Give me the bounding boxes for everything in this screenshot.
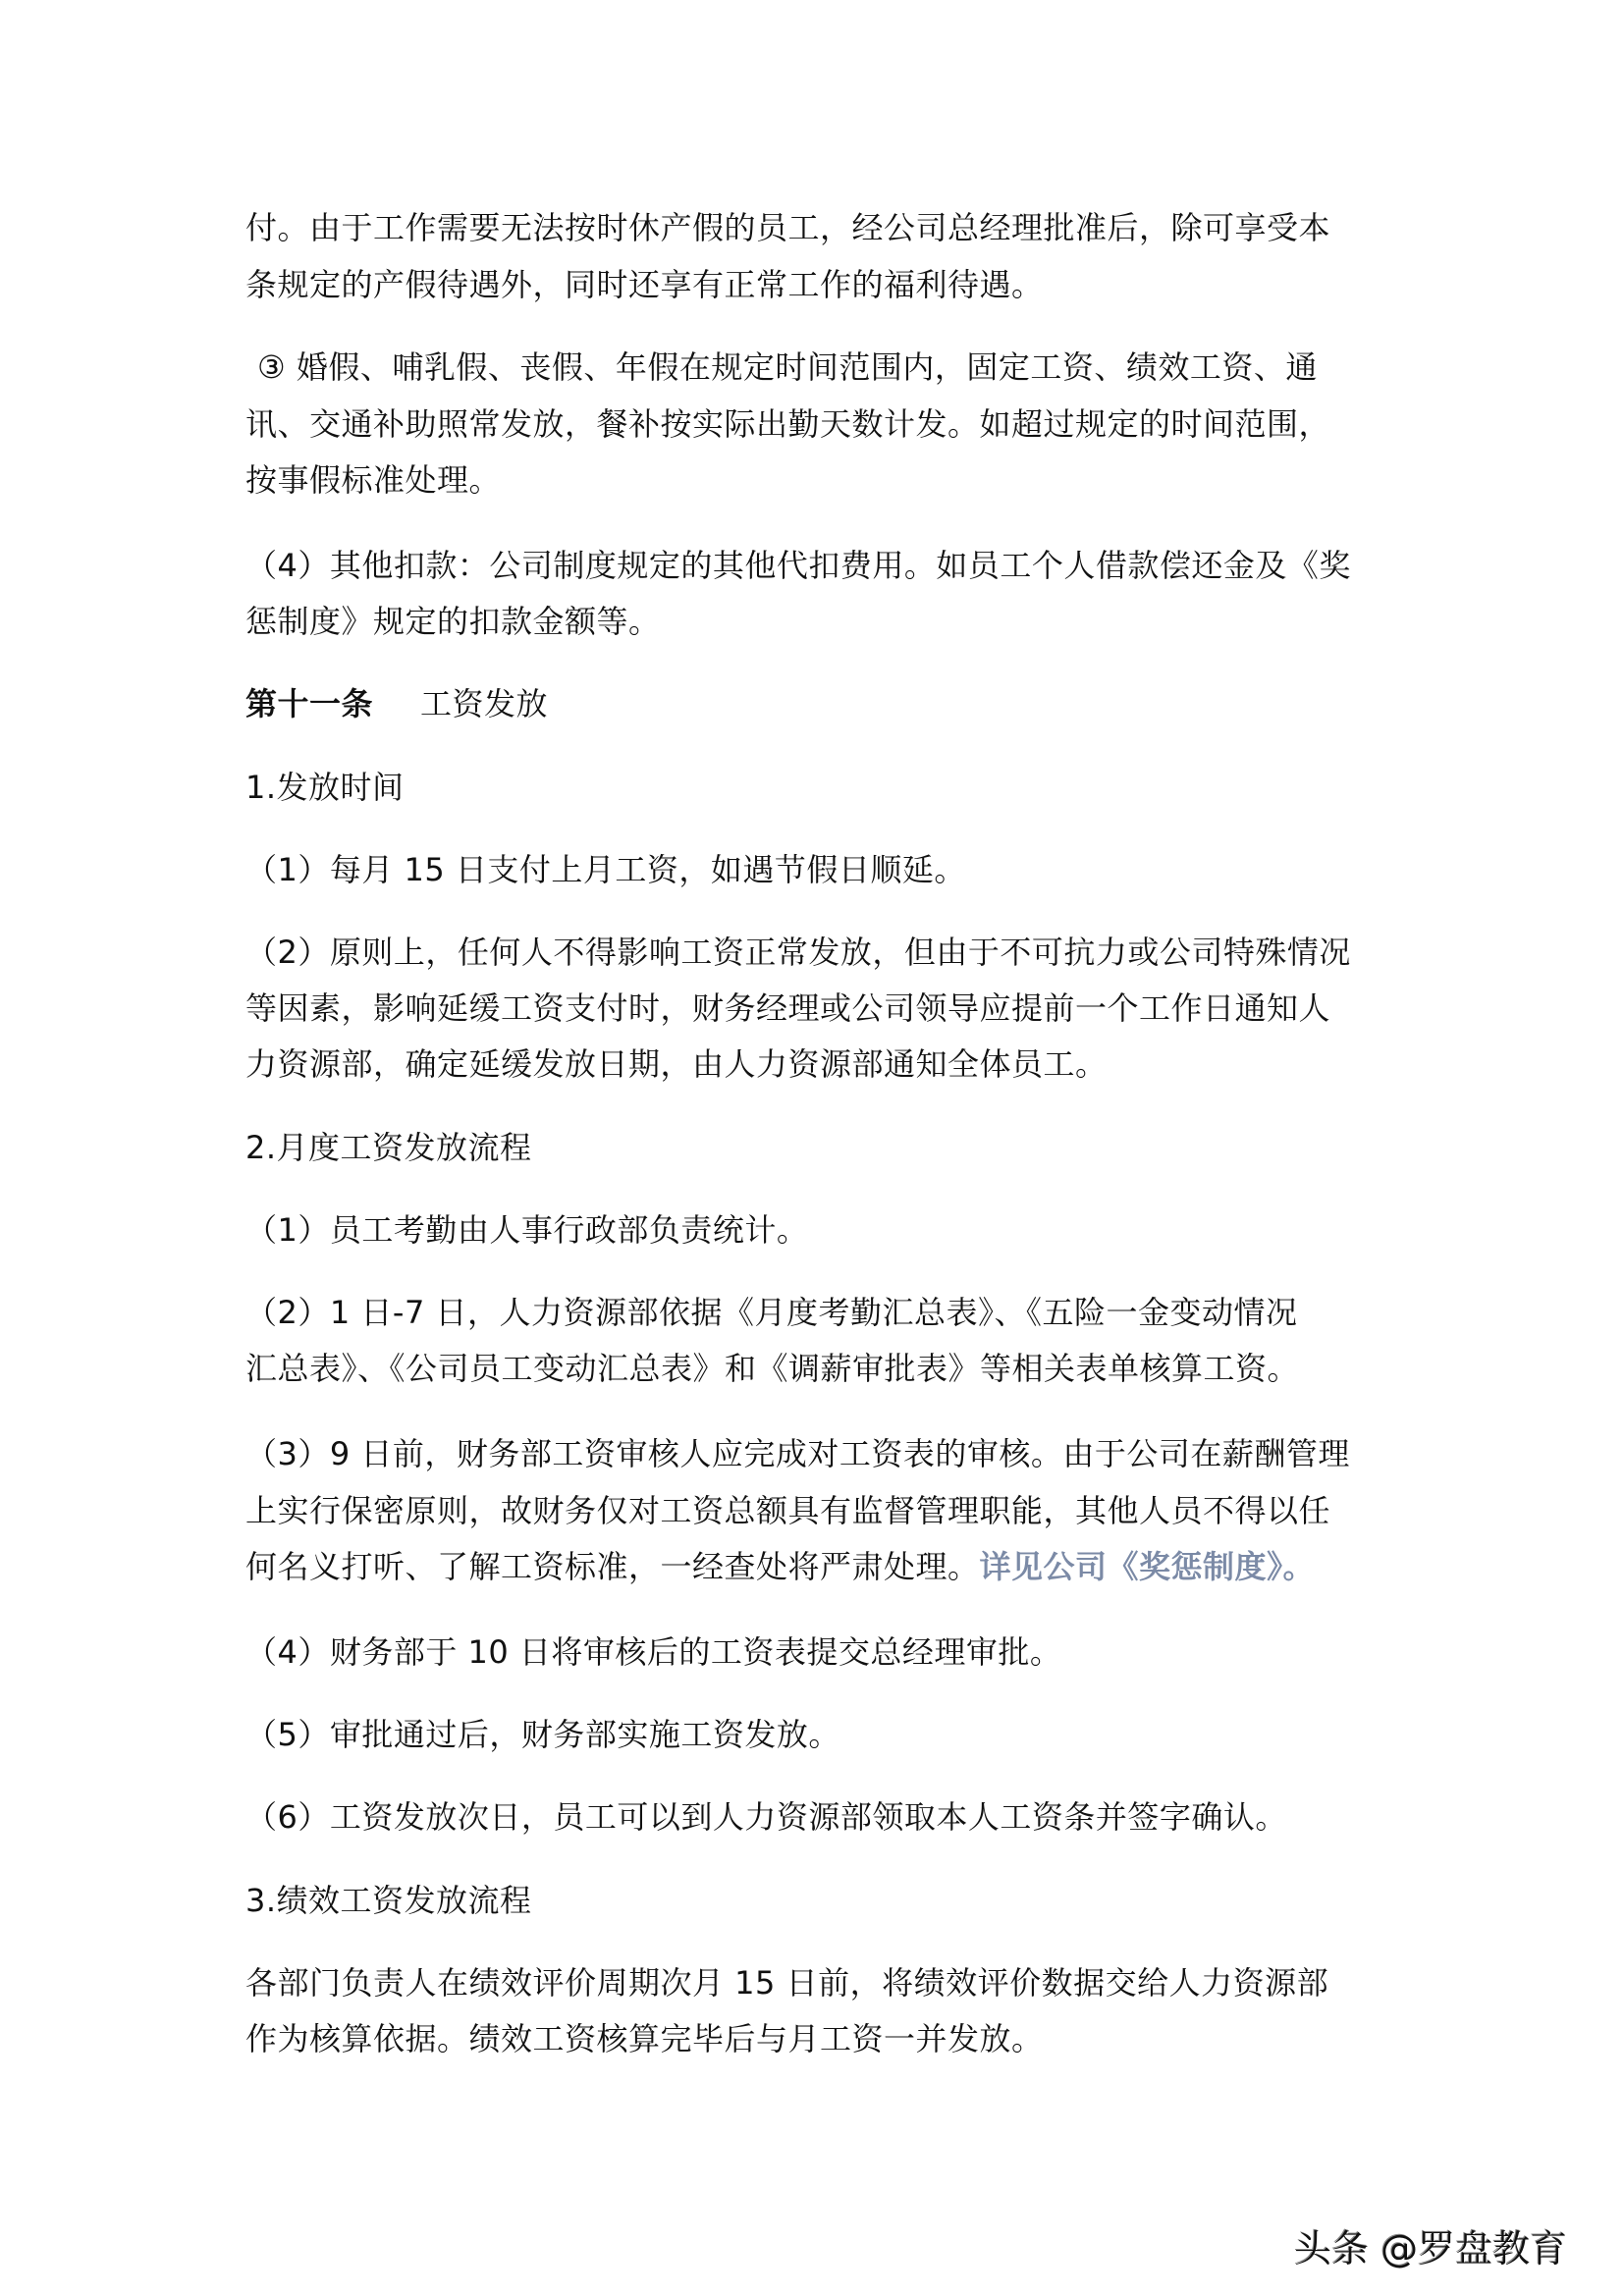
paragraph-line: 付。由于工作需要无法按时休产假的员工，经公司总经理批准后，除可享受本 — [245, 209, 1331, 246]
paragraph-line: ③ 婚假、哺乳假、丧假、年假在规定时间范围内，固定工资、绩效工资、通 — [257, 348, 1318, 386]
list-item-line — [245, 1547, 1315, 1586]
list-item: （5）审批通过后，财务部实施工资发放。 — [245, 1716, 840, 1753]
paragraph-line: 各部门负责人在绩效评价周期次月 15 日前，将绩效评价数据交给人力资源部 — [245, 1964, 1329, 2002]
article-title: 工资发放 — [420, 685, 549, 722]
list-item: （6）工资发放次日，员工可以到人力资源部领取本人工资条并签字确认。 — [245, 1798, 1287, 1836]
watermark: 头条 @罗盘教育 — [1294, 2227, 1568, 2270]
list-item: （1）员工考勤由人事行政部负责统计。 — [245, 1211, 809, 1249]
list-item: （4）财务部于 10 日将审核后的工资表提交总经理审批。 — [245, 1633, 1062, 1671]
section-heading: 2.月度工资发放流程 — [245, 1129, 532, 1166]
list-item: （3）9 日前，财务部工资审核人应完成对工资表的审核。由于公司在薪酬管理 — [245, 1435, 1350, 1472]
paragraph-line: 条规定的产假待遇外，同时还享有正常工作的福利待遇。 — [245, 266, 1044, 303]
paragraph-line: 讯、交通补助照常发放，餐补按实际出勤天数计发。如超过规定的时间范围， — [245, 405, 1331, 443]
section-heading: 1.发放时间 — [245, 769, 405, 806]
list-item: （2）原则上，任何人不得影响工资正常发放，但由于不可抗力或公司特殊情况 — [245, 934, 1351, 971]
paragraph-line: 按事假标准处理。 — [245, 461, 502, 499]
paragraph-line: 作为核算依据。绩效工资核算完毕后与月工资一并发放。 — [245, 2020, 1044, 2057]
list-item: （1）每月 15 日支付上月工资，如遇节假日顺延。 — [245, 851, 966, 888]
list-item-line: 上实行保密原则，故财务仅对工资总额具有监督管理职能，其他人员不得以任 — [245, 1492, 1331, 1529]
reward-punishment-link[interactable]: 详见公司《奖惩制度》。 — [979, 1548, 1316, 1585]
article-heading — [245, 684, 548, 723]
list-item-line: 等因素，影响延缓工资支付时，财务经理或公司领导应提前一个工作日通知人 — [245, 989, 1331, 1027]
section-heading: 3.绩效工资发放流程 — [245, 1882, 532, 1919]
article-number: 第十一条 — [245, 685, 374, 722]
list-item-line: 汇总表》、《公司员工变动汇总表》和《调薪审批表》等相关表单核算工资。 — [245, 1350, 1300, 1387]
list-item-text: 何名义打听、了解工资标准，一经查处将严肃处理。 — [245, 1548, 980, 1585]
paragraph-line: （4）其他扣款：公司制度规定的其他代扣费用。如员工个人借款偿还金及《奖 — [245, 547, 1351, 584]
paragraph-line: 惩制度》规定的扣款金额等。 — [245, 603, 661, 640]
list-item-line: 力资源部，确定延缓发放日期，由人力资源部通知全体员工。 — [245, 1045, 1108, 1083]
list-item: （2）1 日-7 日，人力资源部依据《月度考勤汇总表》、《五险一金变动情况 — [245, 1294, 1298, 1331]
